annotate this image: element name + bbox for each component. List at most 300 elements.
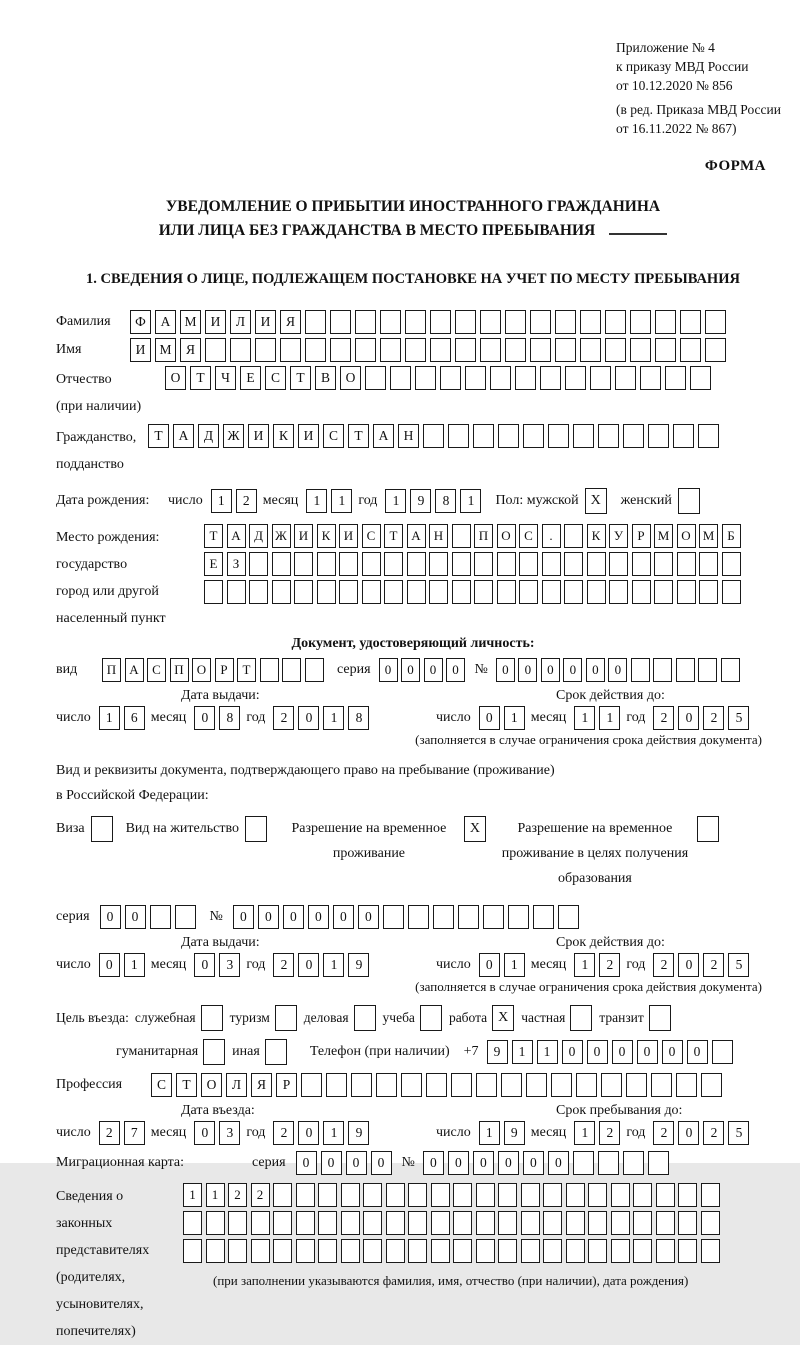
- char-box[interactable]: 0: [518, 658, 537, 682]
- char-box[interactable]: [605, 310, 626, 334]
- char-box[interactable]: [206, 1211, 225, 1235]
- char-box[interactable]: [317, 580, 336, 604]
- char-box[interactable]: [505, 338, 526, 362]
- char-box[interactable]: Н: [429, 524, 448, 548]
- char-box[interactable]: К: [273, 424, 294, 448]
- char-box[interactable]: [698, 658, 717, 682]
- char-box[interactable]: К: [317, 524, 336, 548]
- char-box[interactable]: Л: [226, 1073, 247, 1097]
- char-box[interactable]: [721, 658, 740, 682]
- char-box[interactable]: [699, 552, 718, 576]
- char-box[interactable]: Л: [230, 310, 251, 334]
- char-box[interactable]: [273, 1183, 292, 1207]
- char-box[interactable]: [565, 366, 586, 390]
- char-box[interactable]: [363, 1239, 382, 1263]
- char-box[interactable]: [296, 1211, 315, 1235]
- char-box[interactable]: 0: [298, 953, 319, 977]
- char-box[interactable]: 1: [331, 489, 352, 513]
- char-box[interactable]: Я: [251, 1073, 272, 1097]
- char-box[interactable]: [501, 1073, 522, 1097]
- char-box[interactable]: [521, 1239, 540, 1263]
- char-box[interactable]: 5: [728, 706, 749, 730]
- char-box[interactable]: [566, 1211, 585, 1235]
- char-box[interactable]: 9: [487, 1040, 508, 1064]
- char-box[interactable]: О: [677, 524, 696, 548]
- char-box[interactable]: [365, 366, 386, 390]
- char-box[interactable]: [255, 338, 276, 362]
- char-box[interactable]: 1: [504, 706, 525, 730]
- char-box[interactable]: 8: [435, 489, 456, 513]
- char-box[interactable]: А: [155, 310, 176, 334]
- char-box[interactable]: 1: [385, 489, 406, 513]
- char-box[interactable]: Р: [632, 524, 651, 548]
- char-box[interactable]: [540, 366, 561, 390]
- char-box[interactable]: [630, 338, 651, 362]
- checkbox[interactable]: [697, 816, 719, 842]
- char-box[interactable]: [408, 1211, 427, 1235]
- char-box[interactable]: [623, 424, 644, 448]
- char-box[interactable]: [205, 338, 226, 362]
- char-box[interactable]: 0: [446, 658, 465, 682]
- char-box[interactable]: 1: [99, 706, 120, 730]
- char-box[interactable]: [380, 310, 401, 334]
- char-box[interactable]: [453, 1239, 472, 1263]
- char-box[interactable]: Р: [215, 658, 234, 682]
- char-box[interactable]: [339, 552, 358, 576]
- char-box[interactable]: [376, 1073, 397, 1097]
- char-box[interactable]: [455, 338, 476, 362]
- checkbox[interactable]: [649, 1005, 671, 1031]
- char-box[interactable]: [429, 580, 448, 604]
- char-box[interactable]: 0: [258, 905, 279, 929]
- char-box[interactable]: 2: [99, 1121, 120, 1145]
- char-box[interactable]: [305, 338, 326, 362]
- char-box[interactable]: 0: [586, 658, 605, 682]
- checkbox-male[interactable]: X: [585, 488, 607, 514]
- char-box[interactable]: Т: [384, 524, 403, 548]
- char-box[interactable]: [431, 1211, 450, 1235]
- char-box[interactable]: 1: [574, 706, 595, 730]
- char-box[interactable]: 0: [401, 658, 420, 682]
- char-box[interactable]: [330, 338, 351, 362]
- checkbox[interactable]: [420, 1005, 442, 1031]
- char-box[interactable]: К: [587, 524, 606, 548]
- char-box[interactable]: [430, 310, 451, 334]
- char-box[interactable]: Ж: [272, 524, 291, 548]
- char-box[interactable]: [605, 338, 626, 362]
- char-box[interactable]: А: [227, 524, 246, 548]
- char-box[interactable]: [654, 552, 673, 576]
- char-box[interactable]: Д: [198, 424, 219, 448]
- char-box[interactable]: [498, 1183, 517, 1207]
- char-box[interactable]: [260, 658, 279, 682]
- char-box[interactable]: [318, 1211, 337, 1235]
- char-box[interactable]: [405, 338, 426, 362]
- char-box[interactable]: [698, 424, 719, 448]
- char-box[interactable]: Е: [204, 552, 223, 576]
- char-box[interactable]: [294, 552, 313, 576]
- char-box[interactable]: [301, 1073, 322, 1097]
- char-box[interactable]: [611, 1239, 630, 1263]
- char-box[interactable]: [542, 580, 561, 604]
- char-box[interactable]: Т: [148, 424, 169, 448]
- char-box[interactable]: 0: [194, 1121, 215, 1145]
- char-box[interactable]: [405, 310, 426, 334]
- char-box[interactable]: [433, 905, 454, 929]
- char-box[interactable]: 2: [251, 1183, 270, 1207]
- char-box[interactable]: 2: [599, 953, 620, 977]
- char-box[interactable]: [453, 1211, 472, 1235]
- char-box[interactable]: [407, 552, 426, 576]
- char-box[interactable]: [150, 905, 171, 929]
- char-box[interactable]: 0: [321, 1151, 342, 1175]
- char-box[interactable]: [632, 552, 651, 576]
- char-box[interactable]: [341, 1183, 360, 1207]
- char-box[interactable]: О: [165, 366, 186, 390]
- char-box[interactable]: [701, 1073, 722, 1097]
- char-box[interactable]: 0: [637, 1040, 658, 1064]
- char-box[interactable]: О: [497, 524, 516, 548]
- char-box[interactable]: [676, 1073, 697, 1097]
- char-box[interactable]: [654, 580, 673, 604]
- char-box[interactable]: [363, 1211, 382, 1235]
- char-box[interactable]: [508, 905, 529, 929]
- char-box[interactable]: А: [373, 424, 394, 448]
- char-box[interactable]: [590, 366, 611, 390]
- char-box[interactable]: [474, 552, 493, 576]
- char-box[interactable]: [497, 552, 516, 576]
- char-box[interactable]: [701, 1183, 720, 1207]
- char-box[interactable]: [415, 366, 436, 390]
- char-box[interactable]: [633, 1211, 652, 1235]
- char-box[interactable]: [523, 424, 544, 448]
- char-box[interactable]: [451, 1073, 472, 1097]
- char-box[interactable]: [598, 424, 619, 448]
- char-box[interactable]: 1: [599, 706, 620, 730]
- char-box[interactable]: [362, 580, 381, 604]
- char-box[interactable]: [318, 1183, 337, 1207]
- char-box[interactable]: [230, 338, 251, 362]
- char-box[interactable]: [677, 552, 696, 576]
- char-box[interactable]: [676, 658, 695, 682]
- char-box[interactable]: 0: [194, 953, 215, 977]
- char-box[interactable]: [690, 366, 711, 390]
- char-box[interactable]: Т: [237, 658, 256, 682]
- checkbox[interactable]: [245, 816, 267, 842]
- char-box[interactable]: [452, 524, 471, 548]
- char-box[interactable]: [573, 424, 594, 448]
- char-box[interactable]: [282, 658, 301, 682]
- checkbox[interactable]: [275, 1005, 297, 1031]
- char-box[interactable]: [648, 424, 669, 448]
- char-box[interactable]: [452, 552, 471, 576]
- char-box[interactable]: [615, 366, 636, 390]
- char-box[interactable]: [566, 1183, 585, 1207]
- checkbox[interactable]: [91, 816, 113, 842]
- char-box[interactable]: 0: [371, 1151, 392, 1175]
- char-box[interactable]: [678, 1211, 697, 1235]
- char-box[interactable]: [543, 1183, 562, 1207]
- char-box[interactable]: 0: [678, 1121, 699, 1145]
- char-box[interactable]: .: [542, 524, 561, 548]
- char-box[interactable]: [655, 338, 676, 362]
- char-box[interactable]: З: [227, 552, 246, 576]
- char-box[interactable]: 0: [296, 1151, 317, 1175]
- char-box[interactable]: [206, 1239, 225, 1263]
- char-box[interactable]: [611, 1211, 630, 1235]
- char-box[interactable]: [558, 905, 579, 929]
- char-box[interactable]: Ф: [130, 310, 151, 334]
- char-box[interactable]: [458, 905, 479, 929]
- char-box[interactable]: [476, 1239, 495, 1263]
- char-box[interactable]: [423, 424, 444, 448]
- char-box[interactable]: 0: [125, 905, 146, 929]
- char-box[interactable]: С: [147, 658, 166, 682]
- char-box[interactable]: [204, 580, 223, 604]
- char-box[interactable]: 0: [523, 1151, 544, 1175]
- char-box[interactable]: [498, 1211, 517, 1235]
- char-box[interactable]: 2: [236, 489, 257, 513]
- char-box[interactable]: [431, 1239, 450, 1263]
- char-box[interactable]: [228, 1211, 247, 1235]
- char-box[interactable]: [648, 1151, 669, 1175]
- char-box[interactable]: 1: [306, 489, 327, 513]
- char-box[interactable]: О: [340, 366, 361, 390]
- char-box[interactable]: [362, 552, 381, 576]
- char-box[interactable]: [530, 338, 551, 362]
- char-box[interactable]: [632, 580, 651, 604]
- char-box[interactable]: [355, 338, 376, 362]
- char-box[interactable]: [656, 1239, 675, 1263]
- char-box[interactable]: 0: [563, 658, 582, 682]
- char-box[interactable]: 8: [219, 706, 240, 730]
- char-box[interactable]: [227, 580, 246, 604]
- char-box[interactable]: 1: [323, 1121, 344, 1145]
- char-box[interactable]: П: [474, 524, 493, 548]
- char-box[interactable]: У: [609, 524, 628, 548]
- char-box[interactable]: 0: [678, 953, 699, 977]
- char-box[interactable]: М: [699, 524, 718, 548]
- char-box[interactable]: 0: [308, 905, 329, 929]
- char-box[interactable]: [426, 1073, 447, 1097]
- char-box[interactable]: 0: [100, 905, 121, 929]
- char-box[interactable]: 2: [273, 953, 294, 977]
- char-box[interactable]: [701, 1239, 720, 1263]
- char-box[interactable]: [580, 338, 601, 362]
- char-box[interactable]: [473, 424, 494, 448]
- checkbox[interactable]: [354, 1005, 376, 1031]
- char-box[interactable]: [680, 338, 701, 362]
- char-box[interactable]: 3: [219, 1121, 240, 1145]
- checkbox[interactable]: [201, 1005, 223, 1031]
- char-box[interactable]: [631, 658, 650, 682]
- char-box[interactable]: [408, 905, 429, 929]
- char-box[interactable]: И: [255, 310, 276, 334]
- char-box[interactable]: 0: [608, 658, 627, 682]
- char-box[interactable]: [678, 1183, 697, 1207]
- char-box[interactable]: 2: [599, 1121, 620, 1145]
- char-box[interactable]: [705, 338, 726, 362]
- char-box[interactable]: [465, 366, 486, 390]
- char-box[interactable]: [678, 1239, 697, 1263]
- char-box[interactable]: [390, 366, 411, 390]
- char-box[interactable]: Я: [280, 310, 301, 334]
- char-box[interactable]: 0: [473, 1151, 494, 1175]
- char-box[interactable]: 0: [424, 658, 443, 682]
- char-box[interactable]: 2: [703, 706, 724, 730]
- char-box[interactable]: [566, 1239, 585, 1263]
- char-box[interactable]: [380, 338, 401, 362]
- checkbox-female[interactable]: [678, 488, 700, 514]
- char-box[interactable]: [587, 580, 606, 604]
- char-box[interactable]: 0: [479, 953, 500, 977]
- char-box[interactable]: 0: [194, 706, 215, 730]
- char-box[interactable]: С: [362, 524, 381, 548]
- char-box[interactable]: 2: [228, 1183, 247, 1207]
- char-box[interactable]: [272, 552, 291, 576]
- char-box[interactable]: [251, 1211, 270, 1235]
- char-box[interactable]: И: [130, 338, 151, 362]
- char-box[interactable]: 6: [124, 706, 145, 730]
- char-box[interactable]: 9: [348, 1121, 369, 1145]
- char-box[interactable]: [521, 1211, 540, 1235]
- char-box[interactable]: [530, 310, 551, 334]
- char-box[interactable]: [564, 552, 583, 576]
- char-box[interactable]: Б: [722, 524, 741, 548]
- char-box[interactable]: [722, 580, 741, 604]
- char-box[interactable]: [598, 1151, 619, 1175]
- char-box[interactable]: [497, 580, 516, 604]
- char-box[interactable]: [601, 1073, 622, 1097]
- char-box[interactable]: [305, 310, 326, 334]
- char-box[interactable]: [326, 1073, 347, 1097]
- char-box[interactable]: [408, 1183, 427, 1207]
- char-box[interactable]: [656, 1211, 675, 1235]
- char-box[interactable]: И: [205, 310, 226, 334]
- char-box[interactable]: А: [407, 524, 426, 548]
- char-box[interactable]: [183, 1239, 202, 1263]
- char-box[interactable]: 0: [233, 905, 254, 929]
- char-box[interactable]: 0: [687, 1040, 708, 1064]
- char-box[interactable]: [722, 552, 741, 576]
- char-box[interactable]: 1: [460, 489, 481, 513]
- char-box[interactable]: [351, 1073, 372, 1097]
- char-box[interactable]: [609, 552, 628, 576]
- char-box[interactable]: С: [151, 1073, 172, 1097]
- char-box[interactable]: С: [323, 424, 344, 448]
- char-box[interactable]: [383, 905, 404, 929]
- char-box[interactable]: 1: [574, 953, 595, 977]
- char-box[interactable]: 0: [541, 658, 560, 682]
- char-box[interactable]: [665, 366, 686, 390]
- char-box[interactable]: И: [294, 524, 313, 548]
- char-box[interactable]: 9: [348, 953, 369, 977]
- char-box[interactable]: П: [102, 658, 121, 682]
- char-box[interactable]: 0: [298, 1121, 319, 1145]
- char-box[interactable]: [677, 580, 696, 604]
- char-box[interactable]: [576, 1073, 597, 1097]
- char-box[interactable]: 0: [562, 1040, 583, 1064]
- char-box[interactable]: [611, 1183, 630, 1207]
- char-box[interactable]: [476, 1211, 495, 1235]
- char-box[interactable]: 0: [99, 953, 120, 977]
- char-box[interactable]: [280, 338, 301, 362]
- char-box[interactable]: [430, 338, 451, 362]
- char-box[interactable]: [623, 1151, 644, 1175]
- char-box[interactable]: [318, 1239, 337, 1263]
- char-box[interactable]: [633, 1183, 652, 1207]
- char-box[interactable]: [515, 366, 536, 390]
- char-box[interactable]: [249, 580, 268, 604]
- char-box[interactable]: [440, 366, 461, 390]
- char-box[interactable]: [386, 1211, 405, 1235]
- char-box[interactable]: 2: [273, 1121, 294, 1145]
- char-box[interactable]: [533, 905, 554, 929]
- char-box[interactable]: [341, 1211, 360, 1235]
- char-box[interactable]: 1: [211, 489, 232, 513]
- char-box[interactable]: [519, 580, 538, 604]
- char-box[interactable]: [228, 1239, 247, 1263]
- char-box[interactable]: [564, 580, 583, 604]
- char-box[interactable]: [498, 1239, 517, 1263]
- char-box[interactable]: [386, 1239, 405, 1263]
- char-box[interactable]: [355, 310, 376, 334]
- char-box[interactable]: 0: [298, 706, 319, 730]
- char-box[interactable]: 0: [587, 1040, 608, 1064]
- char-box[interactable]: 0: [358, 905, 379, 929]
- char-box[interactable]: [526, 1073, 547, 1097]
- char-box[interactable]: И: [298, 424, 319, 448]
- char-box[interactable]: Р: [276, 1073, 297, 1097]
- char-box[interactable]: О: [192, 658, 211, 682]
- char-box[interactable]: [580, 310, 601, 334]
- char-box[interactable]: [680, 310, 701, 334]
- char-box[interactable]: И: [248, 424, 269, 448]
- char-box[interactable]: 1: [206, 1183, 225, 1207]
- char-box[interactable]: 2: [703, 1121, 724, 1145]
- char-box[interactable]: 9: [410, 489, 431, 513]
- char-box[interactable]: М: [155, 338, 176, 362]
- char-box[interactable]: [330, 310, 351, 334]
- char-box[interactable]: 2: [273, 706, 294, 730]
- char-box[interactable]: [573, 1151, 594, 1175]
- char-box[interactable]: [498, 424, 519, 448]
- checkbox[interactable]: [265, 1039, 287, 1065]
- char-box[interactable]: 0: [496, 658, 515, 682]
- checkbox[interactable]: [203, 1039, 225, 1065]
- char-box[interactable]: [384, 552, 403, 576]
- char-box[interactable]: [551, 1073, 572, 1097]
- char-box[interactable]: 1: [504, 953, 525, 977]
- char-box[interactable]: [452, 580, 471, 604]
- char-box[interactable]: [363, 1183, 382, 1207]
- char-box[interactable]: [294, 580, 313, 604]
- char-box[interactable]: 0: [678, 706, 699, 730]
- char-box[interactable]: [555, 338, 576, 362]
- char-box[interactable]: С: [265, 366, 286, 390]
- checkbox[interactable]: X: [492, 1005, 514, 1031]
- char-box[interactable]: [548, 424, 569, 448]
- char-box[interactable]: [305, 658, 324, 682]
- char-box[interactable]: [386, 1183, 405, 1207]
- char-box[interactable]: [249, 552, 268, 576]
- char-box[interactable]: [480, 338, 501, 362]
- char-box[interactable]: [640, 366, 661, 390]
- char-box[interactable]: 5: [728, 953, 749, 977]
- char-box[interactable]: 2: [653, 1121, 674, 1145]
- char-box[interactable]: [712, 1040, 733, 1064]
- char-box[interactable]: [542, 552, 561, 576]
